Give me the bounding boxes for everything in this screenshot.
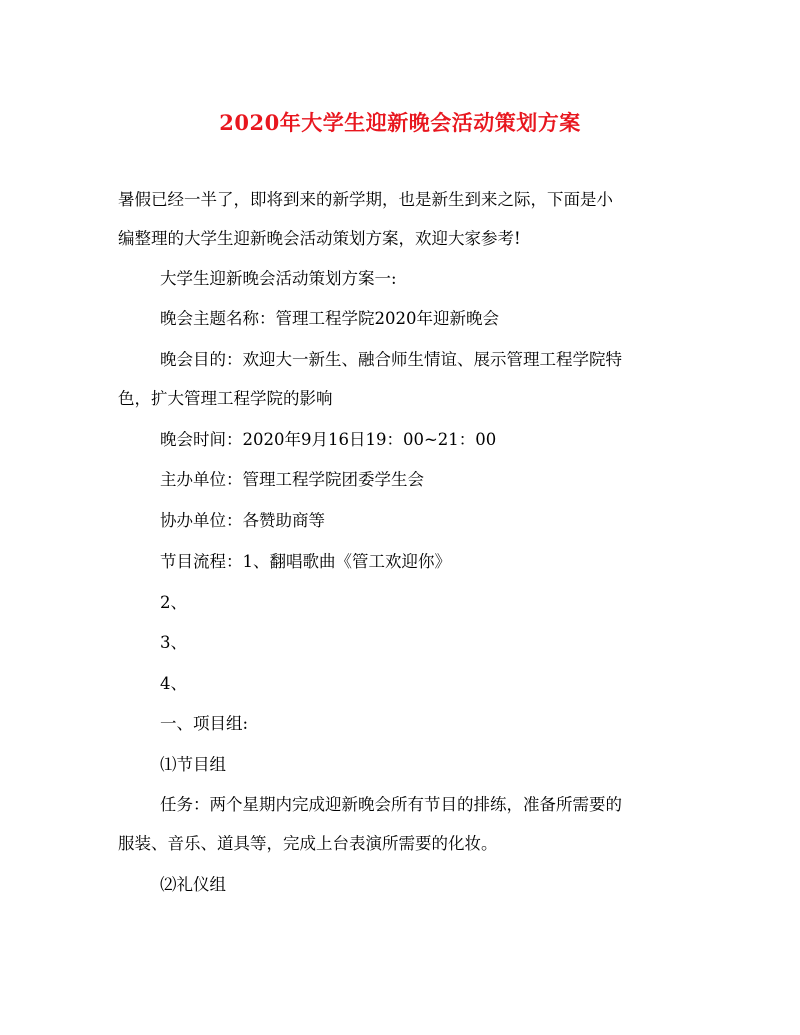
- theme-line: 晚会主题名称：管理工程学院2020年迎新晚会: [160, 309, 499, 328]
- organizer-line: 主办单位：管理工程学院团委学生会: [160, 470, 424, 489]
- program-flow-line: 节目流程：1、翻唱歌曲《管工欢迎你》: [160, 552, 451, 571]
- task-line-1: 任务：两个星期内完成迎新晚会所有节目的排练，准备所需要的: [160, 795, 622, 814]
- plan-heading: 大学生迎新晚会活动策划方案一:: [160, 269, 397, 288]
- program-item-2: 2、: [160, 593, 187, 612]
- purpose-line-2: 色，扩大管理工程学院的影响: [118, 389, 333, 408]
- program-item-4: 4、: [160, 674, 187, 693]
- section-project-heading: 一、项目组:: [160, 714, 249, 733]
- program-item-3: 3、: [160, 633, 187, 652]
- group-program-heading: ⑴节目组: [160, 755, 226, 774]
- time-line: 晚会时间：2020年9月16日19：00~21：00: [160, 430, 497, 449]
- intro-paragraph: [118, 180, 688, 258]
- group-etiquette-heading: ⑵礼仪组: [160, 875, 226, 894]
- document-title: 2020年大学生迎新晚会活动策划方案: [219, 110, 581, 135]
- co-organizer-line: 协办单位：各赞助商等: [160, 511, 325, 530]
- intro-line-1: 暑假已经一半了，即将到来的新学期，也是新生到来之际，下面是小: [118, 190, 613, 209]
- task-line-2: 服装、音乐、道具等，完成上台表演所需要的化妆。: [118, 834, 498, 853]
- intro-line-2: 编整理的大学生迎新晚会活动策划方案，欢迎大家参考!: [118, 229, 521, 248]
- purpose-paragraph: [118, 340, 688, 418]
- task-paragraph: [118, 785, 688, 863]
- purpose-line-1: 晚会目的：欢迎大一新生、融合师生情谊、展示管理工程学院特: [160, 350, 622, 369]
